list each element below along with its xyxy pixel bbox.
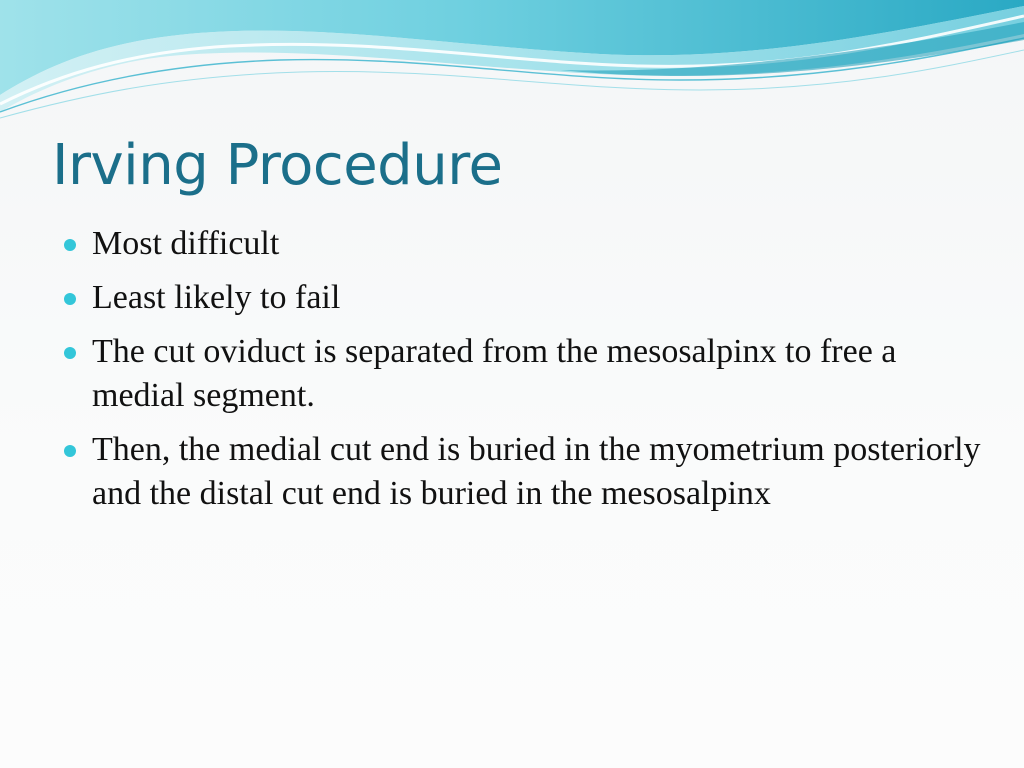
bullet-item <box>62 276 982 320</box>
bullet-marker-icon <box>64 239 76 251</box>
bullet-marker-icon <box>64 445 76 457</box>
header-wave-decoration <box>0 0 1024 140</box>
bullet-text: The cut oviduct is separated from the mesosalpinx to free a medial segment. <box>92 333 897 414</box>
bullet-marker-icon <box>64 347 76 359</box>
bullet-text: Least likely to fail <box>92 279 341 316</box>
bullet-item <box>62 330 982 418</box>
bullet-marker-icon <box>64 293 76 305</box>
bullet-text: Then, the medial cut end is buried in the myometrium posteriorly and the distal cut end is buried in the mesosalpinx <box>92 431 981 512</box>
bullet-list <box>62 222 982 526</box>
bullet-text: Most difficult <box>92 225 280 262</box>
slide-title: Irving Procedure <box>52 133 503 198</box>
bullet-item <box>62 428 982 516</box>
bullet-item <box>62 222 982 266</box>
